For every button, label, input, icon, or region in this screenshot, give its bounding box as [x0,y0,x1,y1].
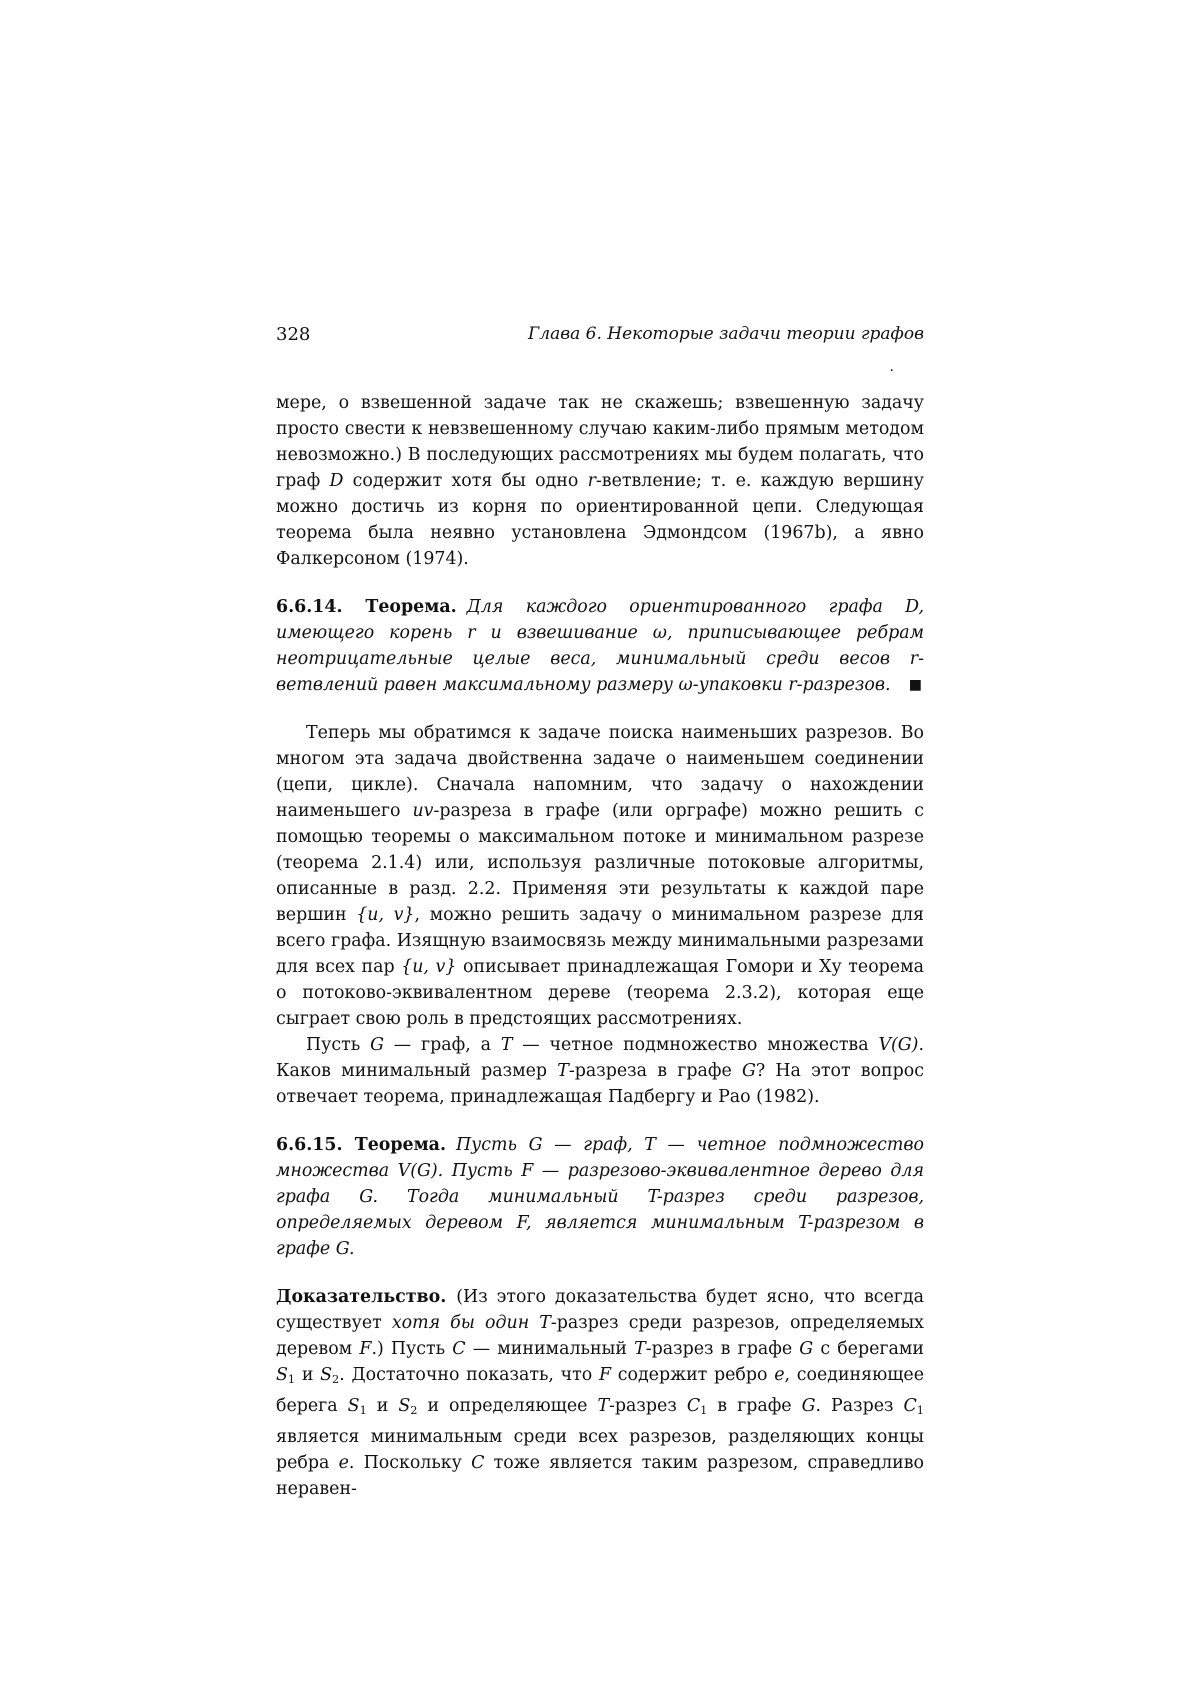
book-page [276,318,924,1502]
question-paragraph: Пусть G — граф, а T — четное подмножество множества V(G). Каков минимальный размер T-разреза в графе G? На этот вопрос отвечает теорема, принадлежащая Падбергу и Рао (1982). [276,1035,924,1107]
theorem-6-6-14 [276,594,924,698]
proof-paragraph: Доказательство. (Из этого доказательства будет ясно, что всегда существует хотя бы один T-разрез среди разрезов, определяемых деревом F.) Пусть C — минимальный T-разрез в графе G с берегами $S_1$ и $S_2$. Достаточно показать, что F содержит ребро e, соединяющее берега $S_1$ и $S_2$ и определяющее T-разрез $C_1$ в графе G. Разрез $C_1$ является минимальным среди всех разрезов, разделяющих концы ребра e. Поскольку C тоже является таким разрезом, справедливо неравен- [276,1287,925,1499]
theorem-text: Пусть G — граф, T — четное подмножество множества V(G). Пусть F — разрезово-эквивалентное дерево для графа G. Тогда минимальный T-разрез среди разрезов, определяемых деревом F, является минимальным T-разрезом в графе G. [276,1135,924,1259]
intro-paragraph: мере, о взвешенной задаче так не скажешь; взвешенную задачу просто свести к невзвешенному случаю каким-либо прямым методом невозможно.) В последующих рассмотрениях мы будем полагать, что граф D содержит хотя бы одно r-ветвление; т. е. каждую вершину можно достичь из корня по ориентированной цепи. Следующая теорема была неявно установлена Эдмондсом (1967b), а явно Фалкерсоном (1974). [276,393,924,569]
theorem-label: 6.6.14. Теорема. [276,597,457,617]
qed-mark: ■ [908,677,922,693]
cuts-paragraph: Теперь мы обратимся к задаче поиска наименьших разрезов. Во многом эта задача двойственна задаче о наименьшем соединении (цепи, цикле). Сначала напомним, что задачу о нахождении наименьшего uv-разреза в графе (или орграфе) можно решить с помощью теоремы о максимальном потоке и минимальном разрезе (теорема 2.1.4) или, используя различные потоковые алгоритмы, описанные в разд. 2.2. Применяя эти результаты к каждой паре вершин {u, v}, можно решить задачу о минимальном разрезе для всего графа. Изящную взаимосвязь между минимальными разрезами для всех пар {u, v} описывает принадлежащая Гомори и Ху теорема о потоково-эквивалентном дереве (теорема 2.3.2), которая еще сыграет свою роль в предстоящих рассмотрениях. [276,723,924,1029]
theorem-6-6-15 [276,1132,924,1262]
theorem-text: Для каждого ориентированного графа D, имеющего корень r и взвешивание ω, приписывающее ребрам неотрицательные целые веса, минимальный среди весов r-ветвлений равен максимальному размеру ω-упаковки r-разрезов. [276,597,924,695]
page-header [276,318,924,375]
page-number: 328 [276,324,311,345]
proof-label: Доказательство. [276,1287,447,1307]
running-head: Глава 6. Некоторые задачи теории графов [528,324,924,344]
theorem-label: 6.6.15. Теорема. [276,1135,447,1155]
stray-dot: . [889,359,894,375]
